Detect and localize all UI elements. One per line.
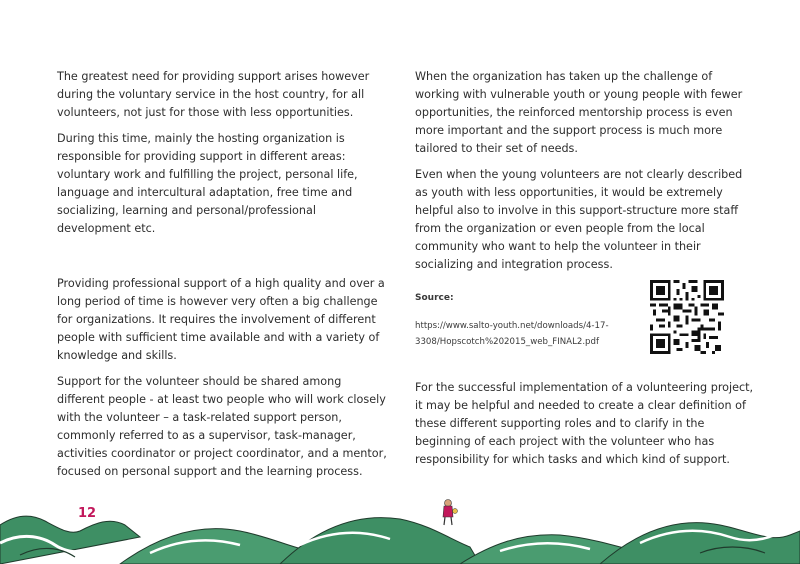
left-paragraph-2: During this time, mainly the hosting organization is responsible for providing support in different areas: voluntary work and fulfilling the project, personal life, language and intercultural adaptation, free time and socializing, learning and personal/professional development etc. (57, 132, 358, 235)
source-label: Source: (415, 293, 454, 303)
right-paragraph-2: Even when the young volunteers are not clearly described as youth with less opportunities, it would be extremely helpful also to involve in this support-structure more staff from the organization or even people from the local community who want to help the volunteer in their socializing and integration process. (415, 168, 743, 271)
left-paragraph-3: Providing professional support of a high quality and over a long period of time is however very often a big challenge for organizations. It requires the involvement of different people with sufficient time available and with a variety of knowledge and skills. (57, 277, 385, 362)
hills-illustration (0, 495, 800, 564)
right-column (415, 68, 755, 274)
right-paragraph-1: When the organization has taken up the challenge of working with vulnerable youth or young people with fewer opportunities, the reinforced mentorship process is even more important and the support process is much more tailored to their set of needs. (415, 70, 743, 155)
left-column (57, 68, 392, 481)
qr-code-icon[interactable] (650, 280, 724, 354)
page-number: 12 (78, 506, 97, 521)
volunteer-figure-illustration (443, 500, 458, 526)
source-url[interactable]: https://www.salto-youth.net/downloads/4-17-3308/Hopscotch%202015_web_FINAL2.pdf (415, 321, 609, 347)
left-paragraph-1: The greatest need for providing support arises however during the voluntary service in the host country, for all volunteers, not just for those with less opportunities. (57, 70, 370, 119)
right-paragraph-3: For the successful implementation of a volunteering project, it may be helpful and needed to create a clear definition of these different supporting roles and to clarify in the beginning of each project with the volunteer who has responsibility for which tasks and which kind of support. (415, 381, 754, 466)
left-paragraph-4: Support for the volunteer should be shared among different people - at least two people who will work closely with the volunteer – a task-related support person, commonly referred to as a supervisor, task-manager, activities coordinator or project coordinator, and a mentor, focused on personal support and the learning process. (57, 375, 387, 478)
